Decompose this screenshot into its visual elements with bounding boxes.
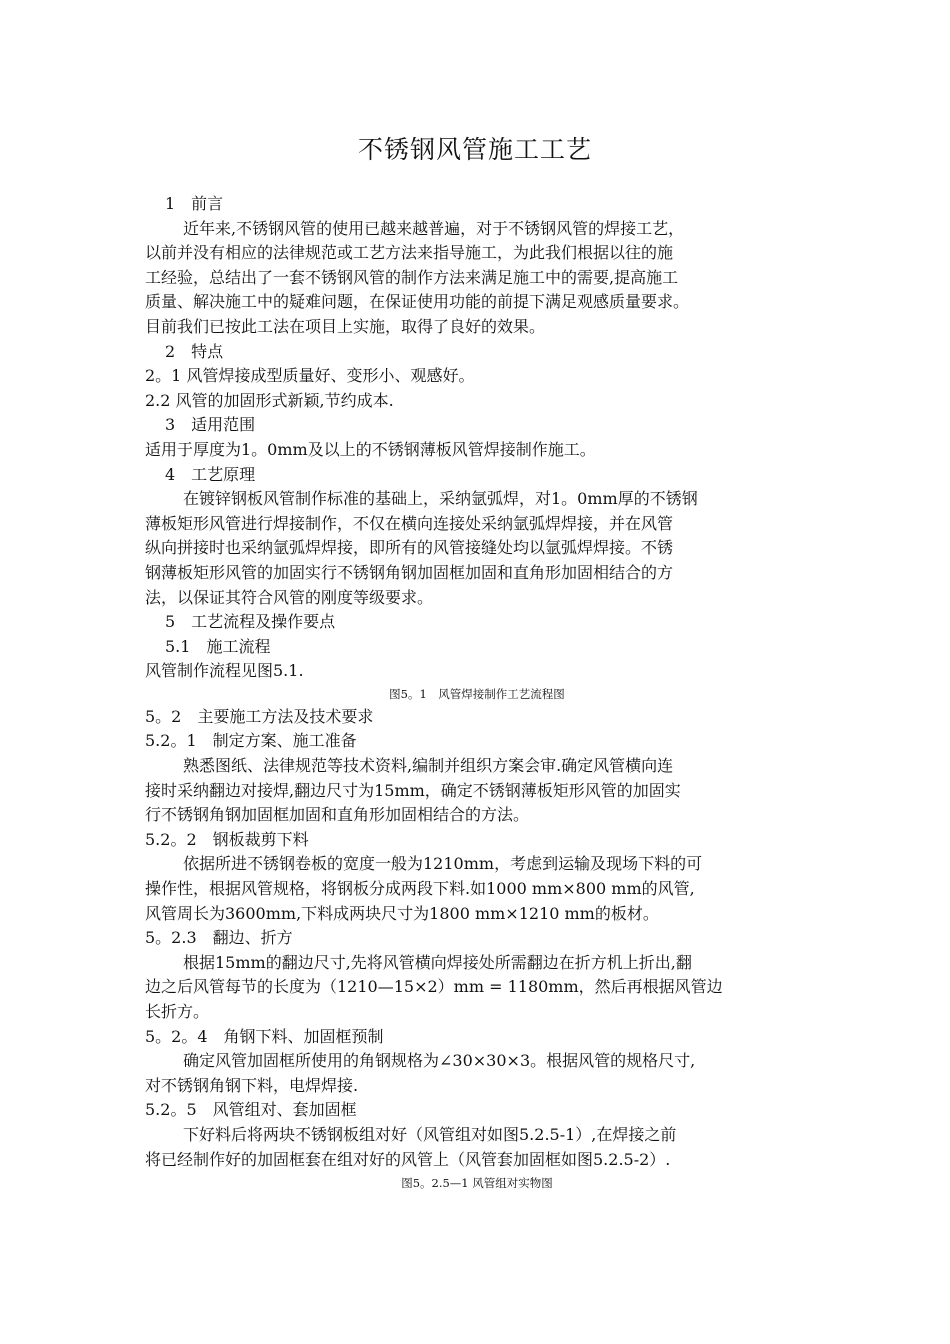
paragraph-line: 纵向拼接时也采纳氩弧焊焊接，即所有的风管接缝处均以氩弧焊焊接。不锈	[145, 538, 674, 558]
section-3-text: 适用于厚度为1。0mm及以上的不锈钢薄板风管焊接制作施工。	[145, 439, 596, 459]
section-5-2-3-paragraph	[145, 951, 825, 1025]
section-4-paragraph	[145, 487, 825, 610]
section-heading-5-2-1: 5.2。1 制定方案、施工准备	[145, 731, 357, 751]
paragraph-line: 质量、解决施工中的疑难问题，在保证使用功能的前提下满足观感质量要求。	[145, 292, 690, 312]
paragraph-line: 近年来,不锈钢风管的使用已越来越普遍，对于不锈钢风管的焊接工艺，	[183, 218, 685, 238]
paragraph-line: 根据15mm的翻边尺寸,先将风管横向焊接处所需翻边在折方机上折出,翻	[183, 952, 692, 972]
paragraph-line: 以前并没有相应的法律规范或工艺方法来指导施工，为此我们根据以往的施	[145, 243, 674, 263]
section-5-1-text: 风管制作流程见图5.1.	[145, 661, 304, 681]
section-heading-3: 3 适用范围	[165, 415, 256, 435]
paragraph-line: 长折方。	[145, 1002, 210, 1021]
paragraph-line: 法，以保证其符合风管的刚度等级要求。	[145, 587, 434, 607]
paragraph-line: 薄板矩形风管进行焊接制作，不仅在横向连接处采纳氩弧焊焊接，并在风管	[145, 513, 674, 533]
paragraph-line: 依据所进不锈钢卷板的宽度一般为1210mm，考虑到运输及现场下料的可	[183, 854, 703, 874]
section-heading-5-2-2: 5.2。2 钢板裁剪下料	[145, 829, 309, 849]
section-heading-5-2-3: 5。2.3 翻边、折方	[145, 928, 293, 948]
paragraph-line: 下好料后将两块不锈钢板组对好（风管组对如图5.2.5-1）,在焊接之前	[183, 1124, 677, 1144]
section-heading-5-2-4: 5。2。4 角钢下料、加固框预制	[145, 1026, 384, 1046]
section-heading-5-1: 5.1 施工流程	[165, 636, 271, 656]
section-heading-2: 2 特点	[165, 341, 224, 361]
section-heading-4: 4 工艺原理	[165, 464, 256, 484]
document-body	[145, 192, 825, 1193]
paragraph-line: 目前我们已按此工法在项目上实施，取得了良好的效果。	[145, 316, 546, 336]
paragraph-line: 边之后风管每节的长度为（1210—15×2）mm = 1180mm，然后再根据风管边	[145, 977, 723, 997]
section-heading-5: 5 工艺流程及操作要点	[165, 612, 336, 632]
section-5-2-4-paragraph	[145, 1049, 825, 1098]
figure-caption: 图5。1 风管焊接制作工艺流程图	[389, 686, 565, 701]
document-title: 不锈钢风管施工工艺	[357, 135, 592, 164]
figure-caption: 图5。2.5—1 风管组对实物图	[401, 1176, 553, 1191]
section-5-2-5-paragraph	[145, 1123, 825, 1172]
paragraph-line: 接时采纳翻边对接焊,翻边尺寸为15mm，确定不锈钢薄板矩形风管的加固实	[145, 780, 681, 800]
section-5-2-1-paragraph	[145, 754, 825, 828]
section-1-paragraph	[145, 217, 825, 340]
paragraph-line: 确定风管加固框所使用的角钢规格为∠30×30×3。根据风管的规格尺寸,	[183, 1051, 696, 1071]
section-heading-1: 1 前言	[165, 194, 224, 213]
paragraph-line: 行不锈钢角钢加固框加固和直角形加固相结合的方法。	[145, 805, 530, 825]
paragraph-line: 操作性，根据风管规格，将钢板分成两段下料.如1000 mm×800 mm的风管,	[145, 879, 695, 899]
paragraph-line: 钢薄板矩形风管的加固实行不锈钢角钢加固框加固和直角形加固相结合的方	[145, 562, 674, 582]
section-heading-5-2-5: 5.2。5 风管组对、套加固框	[145, 1100, 357, 1120]
item-2-2: 2.2 风管的加固形式新颖,节约成本.	[145, 390, 394, 410]
section-heading-5-2: 5。2 主要施工方法及技术要求	[145, 706, 374, 726]
paragraph-line: 对不锈钢角钢下料，电焊焊接.	[145, 1075, 359, 1095]
paragraph-line: 工经验，总结出了一套不锈钢风管的制作方法来满足施工中的需要,提高施工	[145, 267, 679, 287]
section-5-2-2-paragraph	[145, 852, 825, 926]
paragraph-line: 风管周长为3600mm,下料成两块尺寸为1800 mm×1210 mm的板材。	[145, 903, 659, 923]
paragraph-line: 在镀锌钢板风管制作标准的基础上，采纳氩弧焊，对1。0mm厚的不锈钢	[183, 489, 698, 509]
paragraph-line: 熟悉图纸、法律规范等技术资料,编制并组织方案会审.确定风管横向连	[183, 756, 674, 776]
paragraph-line: 将已经制作好的加固框套在组对好的风管上（风管套加固框如图5.2.5-2）.	[145, 1149, 671, 1169]
item-2-1: 2。1 风管焊接成型质量好、变形小、观感好。	[145, 366, 475, 386]
